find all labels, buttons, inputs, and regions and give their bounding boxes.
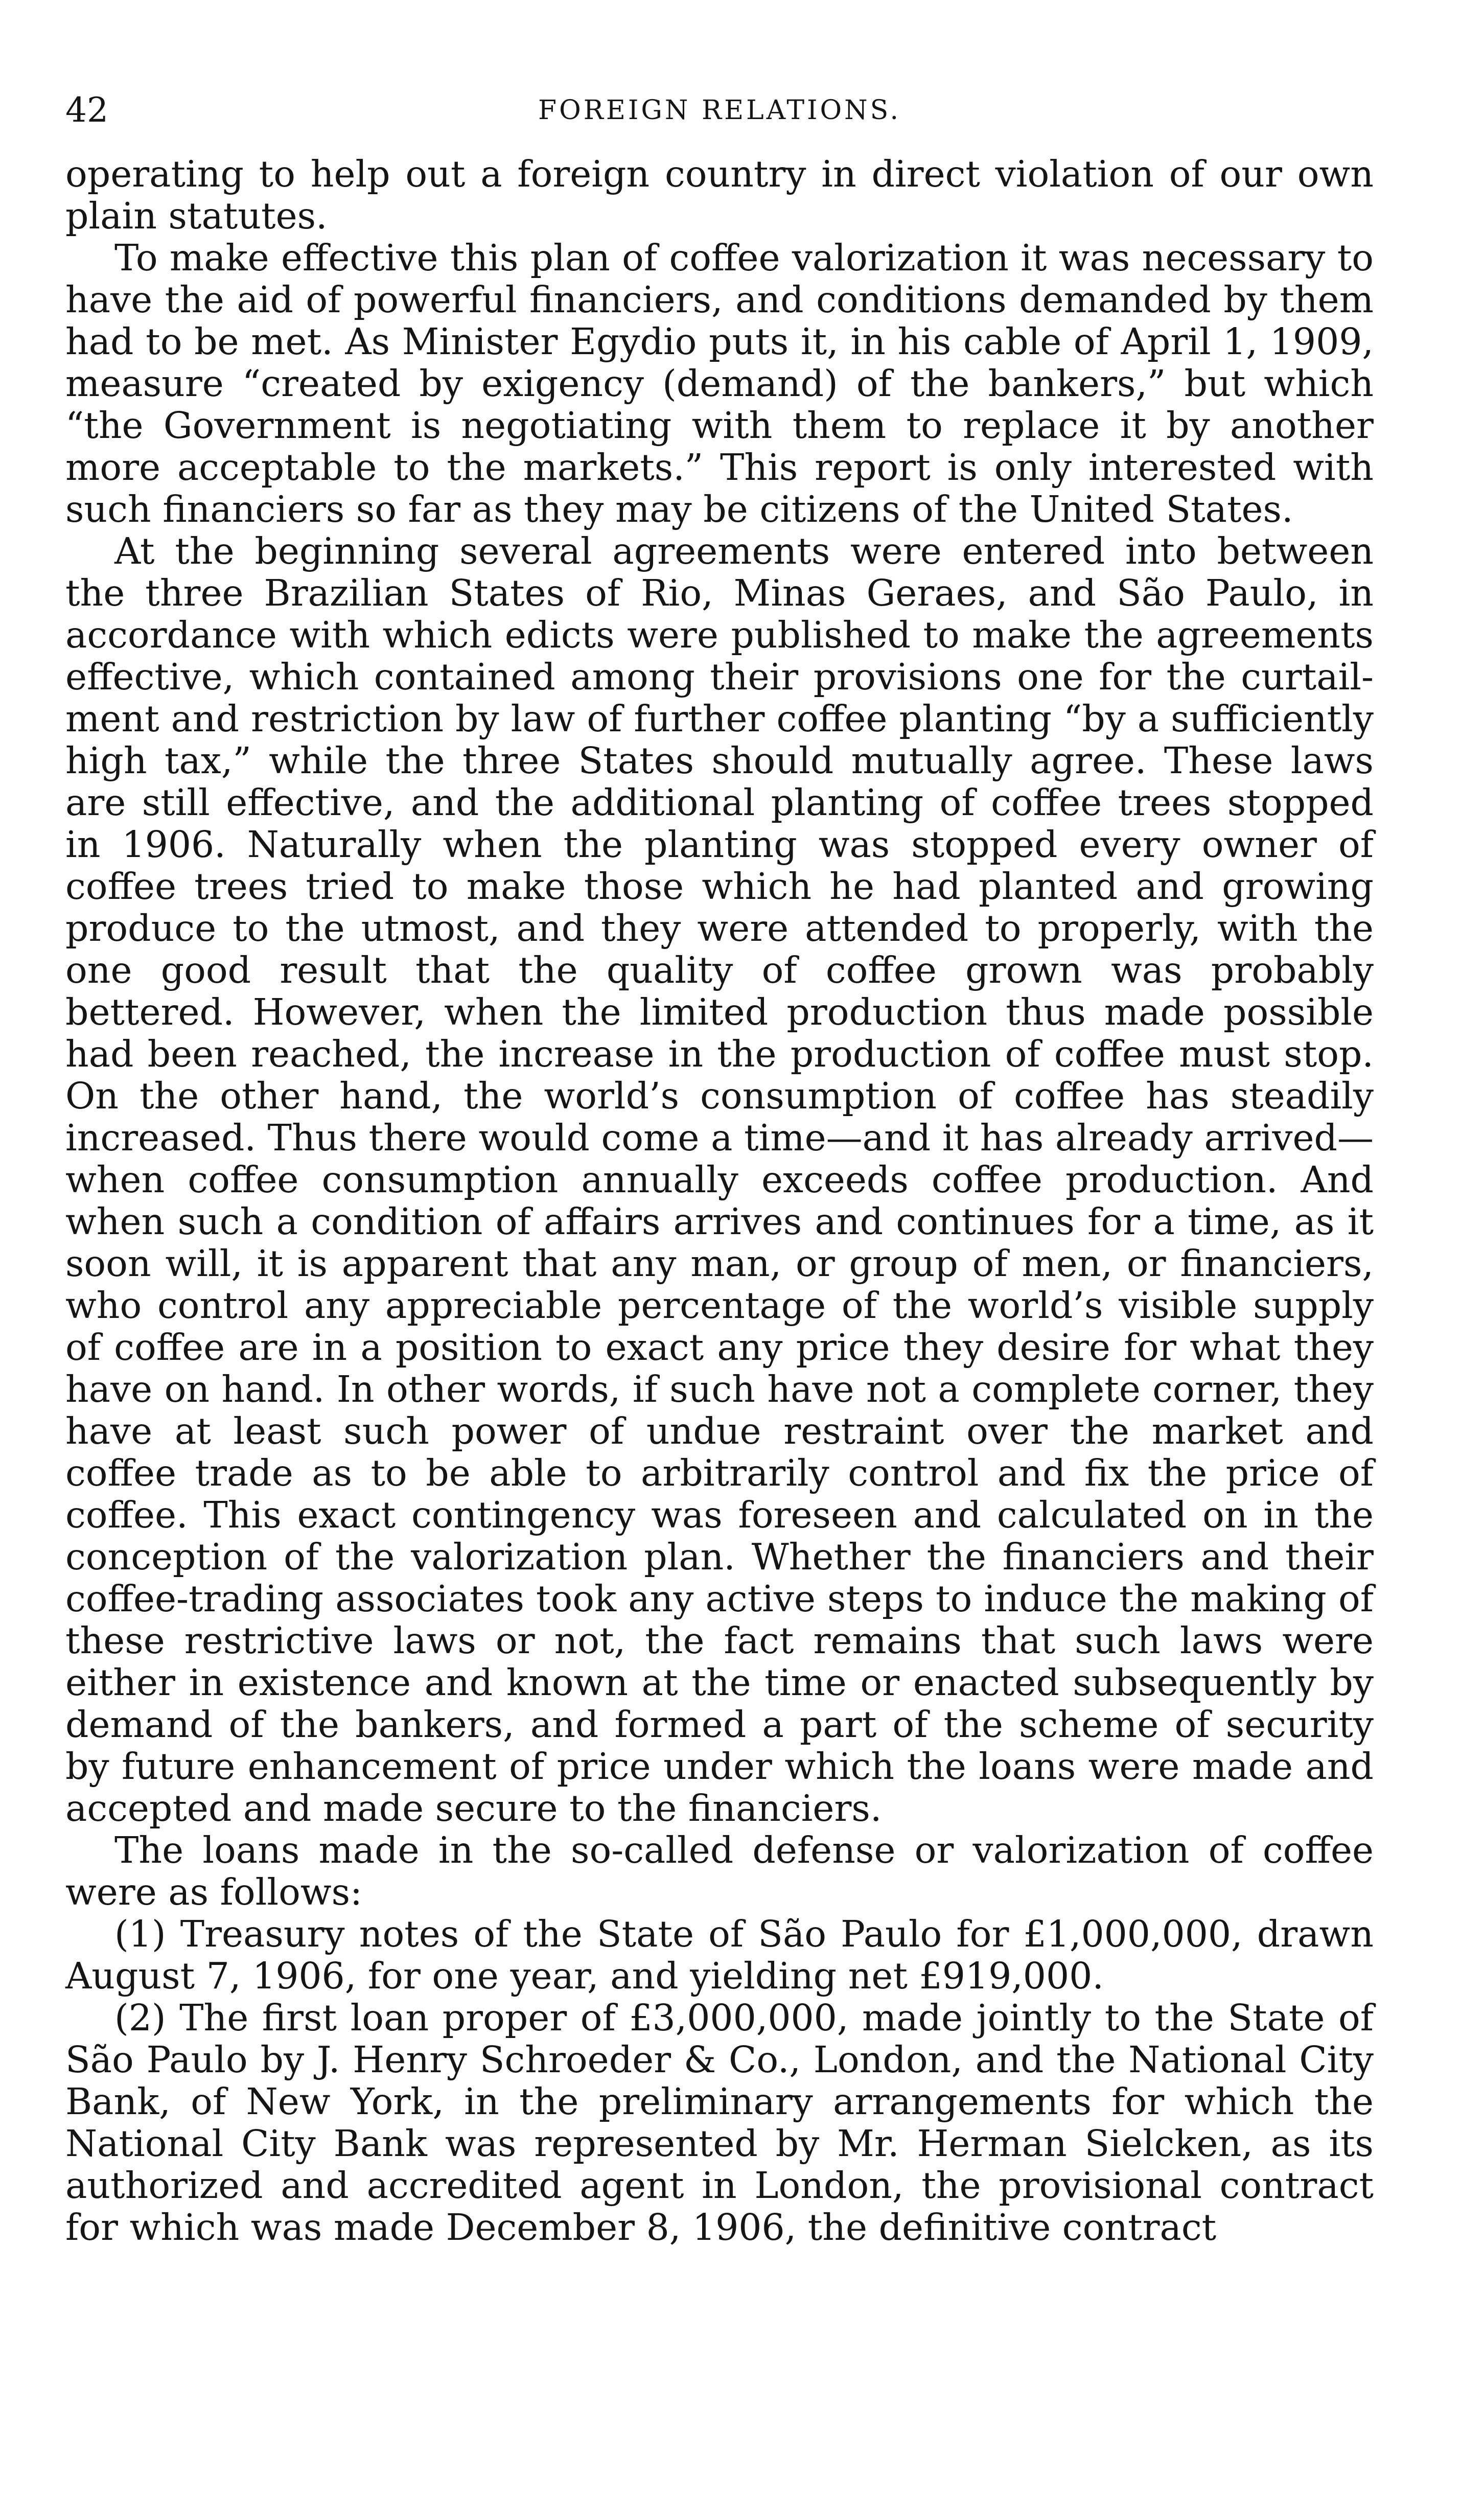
paragraph-loan-2: (2) The first loan proper of £3,000,000, made jointly to the State of São Paulo by J. Henry Schroeder & Co., London, and the National City Bank, of New York, in the preliminary arrangements for which the National City Bank was represented by Mr. Herman Sielcken, as its authorized and accredited agent in London, the provisional contract for which was made December 8, 1906, the definitive contract <box>65 1997 1374 2249</box>
running-head: FOREIGN RELATIONS. <box>538 95 901 126</box>
paragraph-valorization-aid: To make effective this plan of coffee valorization it was necessary to have the aid of powerful financiers, and conditions demanded by them had to be met. As Minister Egydio puts it, in his cable of April 1, 1909, measure “created by exigency (demand) of the bankers,” but which “the Government is negotiating with them to replace it by another more acceptable to the markets.” This report is only interested with such financiers so far as they may be citizens of the United States. <box>65 237 1374 530</box>
page-number: 42 <box>65 90 108 130</box>
body-text <box>65 153 1374 2249</box>
paragraph-continuation: operating to help out a foreign country in direct violation of our own plain statutes. <box>65 153 1374 237</box>
paragraph-state-agreements: At the beginning several agreements were entered into between the three Brazilian States of Rio, Minas Geraes, and São Paulo, in accordance with which edicts were published to make the agreements effective, which contained among their provisions one for the curtailment and restriction by law of further coffee planting “by a sufficiently high tax,” while the three States should mutually agree. These laws are still effective, and the additional planting of coffee trees stopped in 1906. Naturally when the planting was stopped every owner of coffee trees tried to make those which he had planted and growing produce to the utmost, and they were attended to properly, with the one good result that the quality of coffee grown was probably bettered. However, when the limited production thus made possible had been reached, the increase in the production of coffee must stop. On the other hand, the world’s consumption of coffee has steadily increased. Thus there would come a time—and it has already arrived—when coffee consumption annually exceeds coffee production. And when such a condition of affairs arrives and continues for a time, as it soon will, it is apparent that any man, or group of men, or financiers, who control any appreciable percentage of the world’s visible supply of coffee are in a position to exact any price they desire for what they have on hand. In other words, if such have not a complete corner, they have at least such power of undue restraint over the market and coffee trade as to be able to arbitrarily control and fix the price of coffee. This exact contingency was foreseen and calculated on in the conception of the valorization plan. Whether the financiers and their coffee-trading associates took any active steps to induce the making of these restrictive laws or not, the fact remains that such laws were either in existence and known at the time or enacted subsequently by demand of the bankers, and formed a part of the scheme of security by future enhancement of price under which the loans were made and accepted and made secure to the financiers. <box>65 530 1374 1829</box>
paragraph-loans-intro: The loans made in the so-called defense or valorization of coffee were as follows: <box>65 1829 1374 1913</box>
paragraph-loan-1: (1) Treasury notes of the State of São Paulo for £1,000,000, drawn August 7, 1906, for one year, and yielding net £919,000. <box>65 1913 1374 1997</box>
page-header <box>65 90 1374 131</box>
